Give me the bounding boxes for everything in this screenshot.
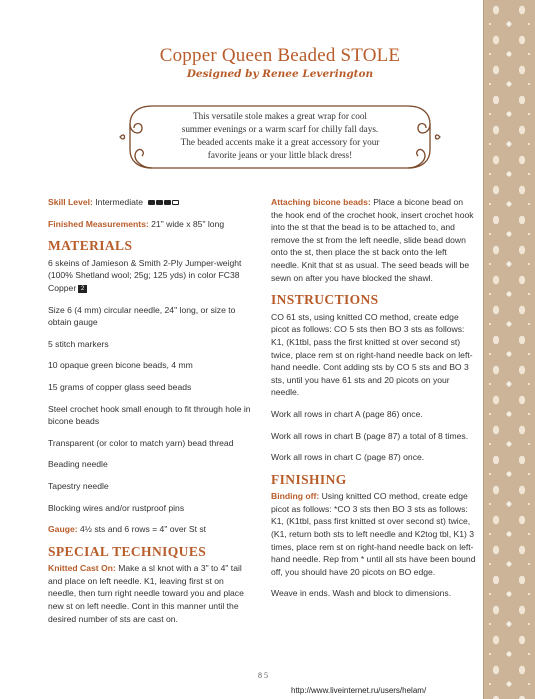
bindoff-text: Using knitted CO method, create edge picot as follows: *CO 3 sts then BO 3 sts as follows: K1, (K1tbl, pass first knitted st over second st) twice, (K1, return both sts to left needle and K2tog tbl, K1) 3 times, place rem st on right-hand needle back on left-hand needle. Rep from * until all sts have been bound off, you should have 20 picots on BO edge. <box>271 491 476 577</box>
material-item: Blocking wires and/or rustproof pins <box>48 502 185 513</box>
watermark-url: http://www.liveinternet.ru/users/helam/ <box>291 686 427 695</box>
material-item: Transparent (or color to match yarn) bead thread <box>48 437 234 448</box>
skill-level-pip <box>164 200 171 205</box>
bindoff-label: Binding off: <box>271 491 320 502</box>
material-item: Tapestry needle <box>48 480 109 491</box>
intro-line: summer evenings or a warm scarf for chilly fall days. <box>181 124 379 134</box>
instructions-heading: INSTRUCTIONS <box>271 292 379 308</box>
designer-credit: Designed by Renee Leverington <box>186 68 374 80</box>
cast-on-text: Make a sl knot with a 3" to 4" tail and place on left needle. K1, leaving first st on needle, then turn right needle toward you and place new st on left needle. Cont in this manner until the desired number of sts are cast on. <box>48 563 244 624</box>
measurements-value: 21" wide x 85" long <box>151 218 225 229</box>
skill-level-meter <box>148 200 179 205</box>
skill-level <box>48 196 253 209</box>
weave-in-ends: Weave in ends. Wash and block to dimensions. <box>271 588 452 599</box>
materials-heading: MATERIALS <box>48 238 133 254</box>
material-item: 15 grams of copper glass seed beads <box>48 381 192 392</box>
instruction-step: Work all rows in chart A (page 86) once. <box>271 408 423 419</box>
intro-line: favorite jeans or your little black dress! <box>207 150 353 160</box>
measurements-label: Finished Measurements: <box>48 218 149 229</box>
skill-level-pip <box>148 200 155 205</box>
instruction-step: CO 61 sts, using knitted CO method, create edge picot as follows: CO 5 sts then BO 3 sts as follows: K1, (K1tbl, pass the first knitted st over second st) twice, place rem st on right-hand needle back on left-hand needle. Cont adding sts by CO 5 sts and BO 3 sts, until you have 61 sts and 20 picots on your needle. <box>271 311 473 398</box>
skill-level-label: Skill Level: <box>48 197 93 207</box>
finishing-heading: FINISHING <box>271 471 347 487</box>
gauge-label: Gauge: <box>48 524 78 535</box>
intro-line: The beaded accents make it a great accessory for your <box>180 137 380 147</box>
finished-measurements <box>48 218 253 231</box>
bicone-label: Attaching bicone beads: <box>271 197 371 207</box>
techniques-heading: SPECIAL TECHNIQUES <box>48 543 207 559</box>
lace-border-image <box>483 0 535 699</box>
instruction-step: Work all rows in chart C (page 87) once. <box>271 452 425 463</box>
bicone-text: Place a bicone bead on the hook end of the crochet hook, insert crochet hook into the st that the bead is to be attached to, and remove the st from the left needle, slide bead down onto the st, then place the st back onto the left needle. Knit that st as usual. The seed beads will be sewn on after you have blocked the shawl. <box>271 197 474 283</box>
material-item: Beading needle <box>48 459 108 470</box>
yarn-weight-badge: 2 <box>78 285 87 293</box>
material-item: 5 stitch markers <box>48 338 109 349</box>
material-item: Size 6 (4 mm) circular needle, 24" long, or size to obtain gauge <box>48 304 236 328</box>
material-item: 10 opaque green bicone beads, 4 mm <box>48 360 193 371</box>
cast-on-label: Knitted Cast On: <box>48 563 116 574</box>
material-item <box>48 257 253 295</box>
skill-level-pip <box>156 200 163 205</box>
skill-level-value: Intermediate <box>95 197 144 207</box>
material-text: 6 skeins of Jamieson & Smith 2-Ply Jumper-weight (100% Shetland wool; 25g; 125 yds) in color FC38 Copper <box>48 257 242 293</box>
gauge-value: 4½ sts and 6 rows = 4" over St st <box>80 524 207 535</box>
page-number: 85 <box>258 671 270 680</box>
binding-off <box>271 490 476 578</box>
attaching-bicone <box>271 196 476 284</box>
gauge <box>48 523 253 536</box>
page-title: Copper Queen Beaded STOLE <box>159 45 401 66</box>
intro-text <box>142 110 418 162</box>
intro-line: This versatile stole makes a great wrap for cool <box>193 111 367 121</box>
right-column <box>271 196 476 609</box>
knitted-cast-on <box>48 562 253 625</box>
intro-callout <box>112 100 448 174</box>
instruction-step: Work all rows in chart B (page 87) a total of 8 times. <box>271 430 469 441</box>
material-item: Steel crochet hook small enough to fit through hole in bicone beads <box>48 403 251 427</box>
left-column <box>48 196 253 625</box>
skill-level-pip <box>172 200 179 205</box>
